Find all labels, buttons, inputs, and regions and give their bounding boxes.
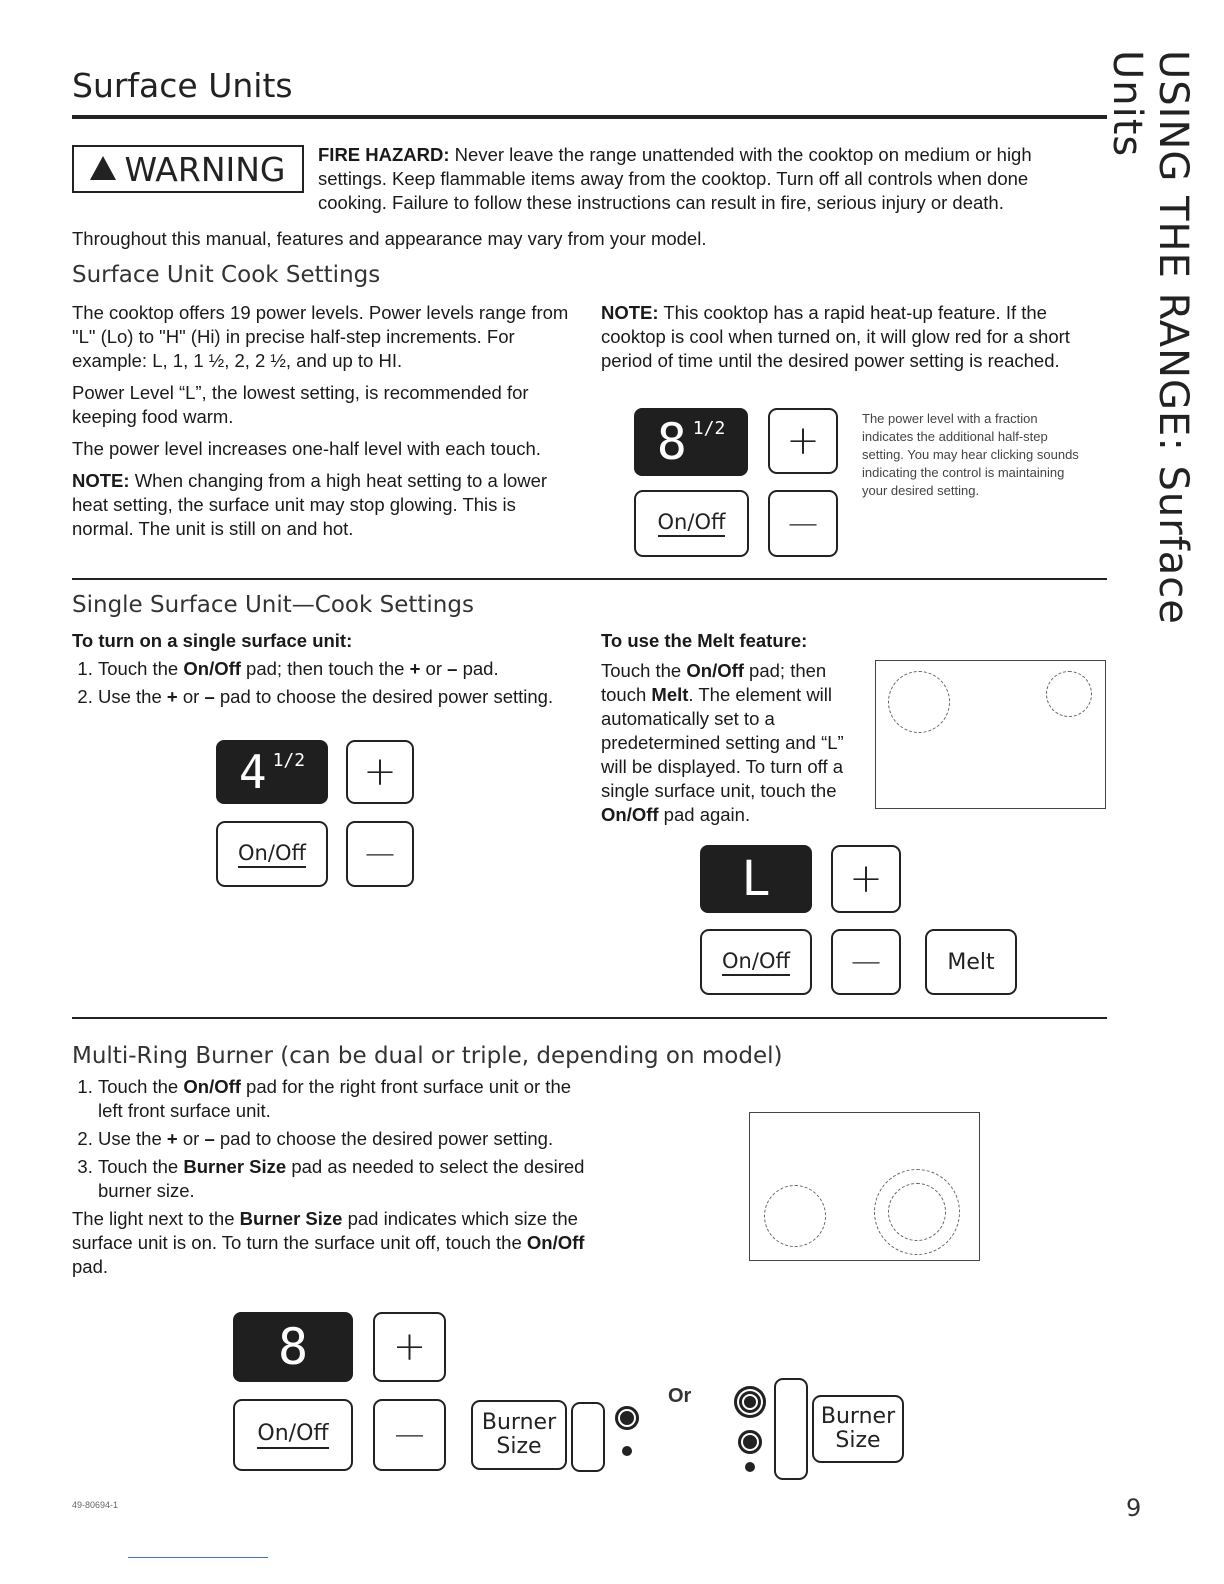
document-code: 49-80694-1 [72,1500,119,1510]
burner-size-label: Burner [820,1404,896,1429]
note-label: NOTE: [601,302,659,323]
power-levels-text: The cooktop offers 19 power levels. Power levels range from "L" (Lo) to "H" (Hi) in precise half-step increments. For example: L, 1, 1 ½, 2, 2 ½, and up to HI. [72,302,569,371]
power-display [700,845,812,913]
minus-button[interactable] [768,490,838,557]
display-digit: L [741,851,771,907]
title-divider [72,115,1107,119]
multi-step: 2. Use the + or – pad to choose the desired power setting. [98,1127,592,1151]
on-off-label: On/Off [238,841,306,868]
on-off-button[interactable] [634,490,749,557]
fraction-caption: The power level with a fraction indicates the additional half-step setting. You may hear clicking sounds indicating the control is maintaining your desired setting. [862,411,1079,498]
single-instructions [72,629,592,709]
burner-ring-icon [764,1185,826,1247]
burner-size-button[interactable] [812,1395,904,1463]
burner-indicator-bar [774,1378,808,1480]
on-off-button[interactable] [216,821,328,887]
note-label: NOTE: [72,470,130,491]
plus-icon: + [363,749,397,795]
melt-subheading: To use the Melt feature: [601,630,808,651]
on-off-button[interactable] [233,1399,353,1471]
plus-button[interactable] [346,740,414,804]
single-step: 2. Use the + or – pad to choose the desired power setting. [98,685,592,709]
single-subheading: To turn on a single surface unit: [72,630,353,651]
multi-instructions [72,1075,592,1279]
multi-step: 1. Touch the On/Off pad for the right front surface unit or the left front surface unit. [98,1075,592,1123]
single-heading: Single Surface Unit—Cook Settings [72,592,474,618]
burner-size-label: Size [496,1434,542,1459]
section-divider [72,1017,1107,1019]
display-fraction: 1/2 [272,750,306,771]
melt-instructions [601,629,861,827]
page-number: 9 [1126,1494,1142,1522]
cooktop-diagram [875,660,1106,809]
warning-label: WARNING [124,149,286,189]
melt-body: Touch the On/Off pad; then touch Melt. The element will automatically set to a predetermined setting and “L” will be displayed. To turn off a single surface unit, touch the On/Off pad again. [601,660,844,825]
display-digit: 8 [277,1318,309,1376]
plus-icon: + [786,418,820,464]
power-display [233,1312,353,1382]
section-tab: USING THE RANGE: Surface Units [1104,50,1196,625]
minus-icon: — [394,1417,425,1452]
single-burner-indicator-icon [745,1462,755,1472]
display-digit: 4 [238,745,267,799]
cooktop-diagram [749,1112,980,1261]
multi-heading: Multi-Ring Burner (can be dual or triple, depending on model) [72,1043,783,1069]
note-body: When changing from a high heat setting to a lower heat setting, the surface unit may stop glowing. This is normal. The unit is still on and hot. [72,470,548,539]
intro-text: Throughout this manual, features and appearance may vary from your model. [72,228,707,249]
display-fraction: 1/2 [692,418,726,439]
warning-text [318,143,1098,215]
power-display [634,408,748,476]
burner-indicator-bar [571,1402,605,1472]
large-burner-indicator-icon [615,1406,639,1430]
page-title: Surface Units [72,66,293,105]
dual-burner-indicator-icon [738,1430,762,1454]
hazard-title: FIRE HAZARD: [318,144,450,165]
cook-settings-left [72,301,582,541]
plus-button[interactable] [768,408,838,474]
burner-size-button[interactable] [471,1400,567,1470]
on-off-label: On/Off [257,1421,328,1449]
minus-button[interactable] [346,821,414,887]
minus-button[interactable] [373,1399,446,1471]
minus-button[interactable] [831,929,901,995]
hazard-body: Never leave the range unattended with the cooktop on medium or high settings. Keep flammable items away from the cooktop. Turn off all controls when done cooking. Failure to follow these instructions can result in fire, serious injury or death. [318,144,1032,213]
cook-settings-heading: Surface Unit Cook Settings [72,262,381,288]
burner-ring-icon [1046,671,1092,717]
warning-triangle-icon [90,156,116,180]
warning-badge [72,145,304,193]
plus-button[interactable] [373,1312,446,1382]
note-glowing [72,469,582,541]
note-rapid-heat [601,301,1106,373]
burner-size-label: Burner [481,1410,557,1435]
plus-button[interactable] [831,845,901,913]
minus-icon: — [788,505,818,541]
on-off-label: On/Off [658,510,726,537]
minus-icon: — [851,944,881,979]
note-body: This cooktop has a rapid heat-up feature. If the cooktop is cool when turned on, it will glow red for a short period of time until the desired power setting is reached. [601,302,1070,371]
minus-icon: — [365,836,395,871]
multi-step: 3. Touch the Burner Size pad as needed to select the desired burner size. [98,1155,592,1203]
power-display [216,740,328,804]
increment-text: The power level increases one-half level with each touch. [72,438,541,459]
triple-burner-indicator-icon [734,1386,766,1418]
multi-paragraph: The light next to the Burner Size pad indicates which size the surface unit is on. To turn the surface unit off, touch the On/Off pad. [72,1208,585,1277]
or-label: Or [668,1385,692,1407]
low-setting-text: Power Level “L”, the lowest setting, is recommended for keeping food warm. [72,382,529,427]
on-off-button[interactable] [700,929,812,995]
single-step: 1. Touch the On/Off pad; then touch the + or – pad. [98,657,592,681]
melt-button[interactable] [925,929,1017,995]
small-burner-indicator-icon [622,1446,632,1456]
burner-size-label: Size [835,1428,881,1453]
melt-label: Melt [947,949,995,975]
footer-line [128,1557,268,1558]
burner-ring-icon [888,671,950,733]
triple-ring-inner-icon [888,1183,946,1241]
on-off-label: On/Off [722,949,790,976]
plus-icon: + [849,856,883,902]
section-divider [72,578,1107,580]
plus-icon: + [392,1324,427,1370]
display-digit: 8 [656,413,687,471]
